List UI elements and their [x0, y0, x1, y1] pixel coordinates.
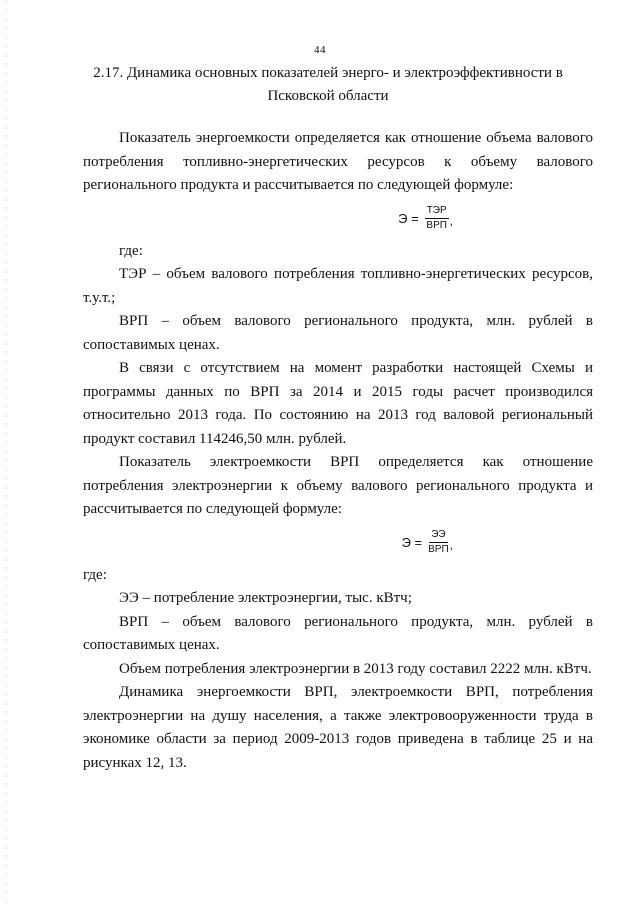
paragraph-consumption-2013: Объем потребления электроэнергии в 2013 году составил 2222 млн. кВтч. [119, 660, 592, 677]
definition-vrp: ВРП – объем валового регионального продукта, млн. рублей в сопоставимых ценах. [83, 313, 593, 353]
formula-denominator: ВРП [428, 544, 449, 555]
formula-comma: , [449, 214, 453, 228]
paragraph-data-note: В связи с отсутствием на момент разработки настоящей Схемы и программы данных по ВРП за 2014 и 2015 годы расчет производился относительно 2013 года. По состоянию на 2013 год валовой региональный продукт составил 114246,50 млн. рублей. [83, 360, 593, 447]
scan-edge [6, 0, 7, 905]
where-label: где: [83, 566, 107, 583]
page-number: 44 [314, 44, 326, 56]
paragraph-energy-intensity: Показатель энергоемкости определяется как отношение объема валового потребления топливно-энергетических ресурсов к объему валового регионального продукта и рассчитывается по следующей формуле: [83, 130, 593, 193]
where-label: где: [119, 242, 143, 259]
formula-fraction [425, 205, 449, 232]
paragraph-electricity-intensity: Показатель электроемкости ВРП определяется как отношение потребления электроэнергии к объему валового регионального продукта и рассчитывается по следующей формуле: [83, 454, 593, 517]
formula-comma: , [449, 538, 453, 552]
section-heading [72, 62, 584, 108]
body-text [83, 127, 593, 775]
definition-ee: ЭЭ – потребление электроэнергии, тыс. кВтч; [119, 590, 412, 606]
section-heading-line-1: 2.17. Динамика основных показателей энерго- и электроэффективности в [93, 65, 563, 81]
definition-vrp: ВРП – объем валового регионального продукта, млн. рублей в сопоставимых ценах. [83, 613, 593, 653]
formula-denominator: ВРП [426, 220, 447, 231]
formula-numerator: ЭЭ [429, 529, 447, 543]
formula-numerator: ТЭР [425, 205, 449, 219]
definition-ter: ТЭР – объем валового потребления топливно-энергетических ресурсов, т.у.т.; [83, 266, 593, 306]
formula-fraction [428, 529, 449, 556]
paragraph-dynamics: Динамика энергоемкости ВРП, электроемкости ВРП, потребления электроэнергии на душу населения, а также электровооруженности труда в экономике области за период 2009-2013 годов приведена в таблице 25 и на рисунках 12, 13. [83, 684, 593, 771]
formula-lhs: Э = [401, 534, 423, 550]
section-heading-line-2: Псковской области [267, 88, 389, 104]
formula-energy-intensity [83, 198, 593, 240]
formula-lhs: Э = [398, 210, 419, 226]
formula-electricity-intensity [83, 522, 593, 564]
